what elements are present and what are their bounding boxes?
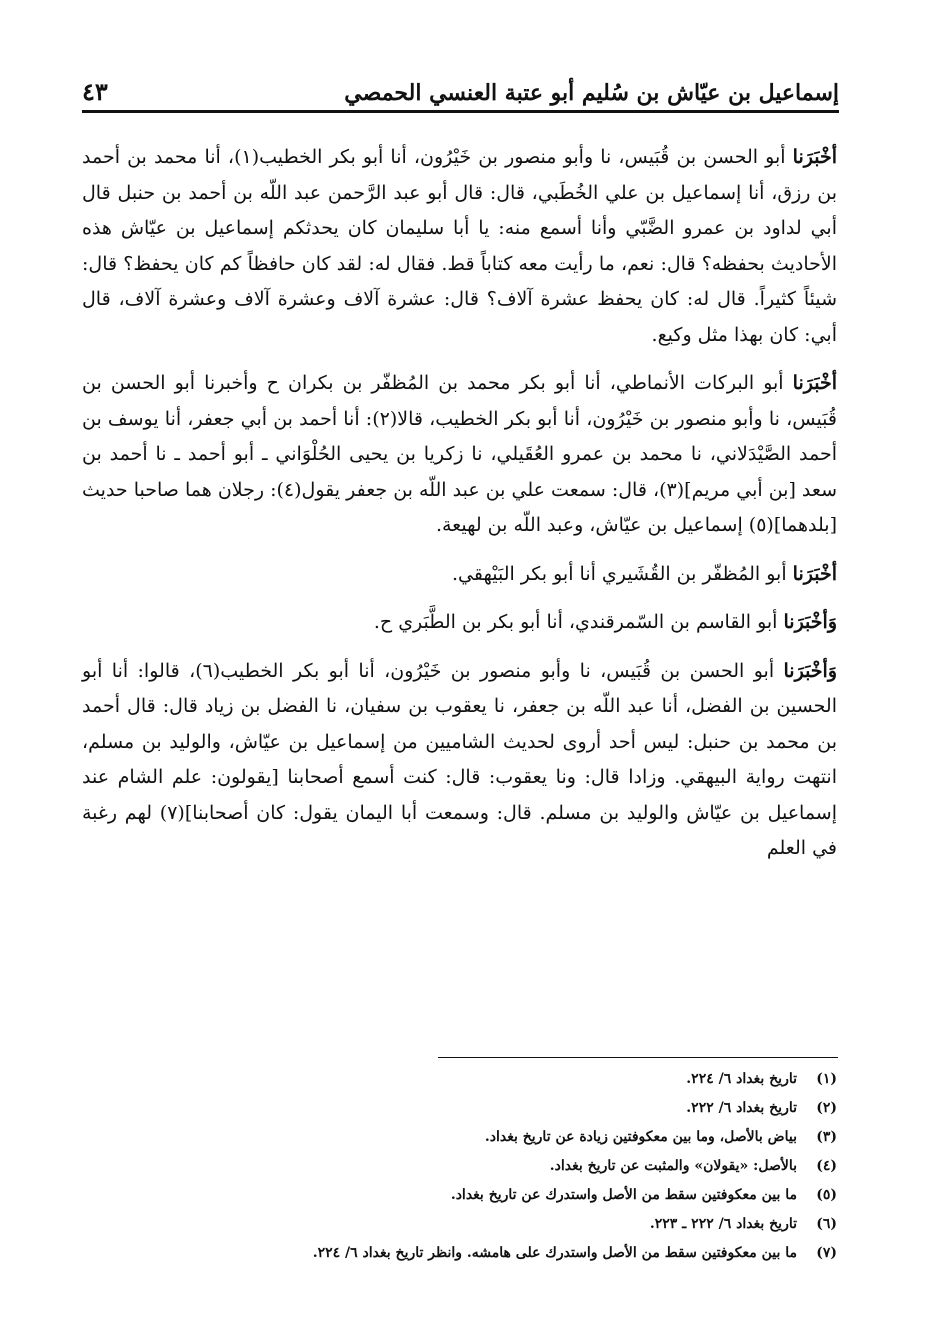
footnote-text: ما بين معكوفتين سقط من الأصل واستدرك على هامشه. وانظر تاريخ بغداد ٦/ ٢٢٤.	[312, 1245, 797, 1261]
footnote	[120, 1239, 837, 1268]
page-number: ٤٣	[82, 77, 108, 106]
footnote	[120, 1123, 837, 1152]
paragraph-text: أبو المُظفّر بن القُشَيري أنا أبو بكر البَيْهقي.	[451, 562, 793, 585]
running-title: إسماعيل بن عيّاش بن سُليم أبو عتبة العنسي الحمصي	[344, 80, 839, 106]
main-text	[82, 140, 837, 880]
paragraph-lead: أخْبَرَنا	[792, 146, 837, 168]
paragraph-lead: أخْبَرَنا	[792, 562, 837, 585]
footnotes	[120, 1065, 837, 1268]
footnote-number: (٤)	[816, 1158, 837, 1174]
paragraph	[82, 557, 837, 593]
footnote-number: (٦)	[816, 1216, 837, 1232]
paragraph	[82, 140, 837, 353]
footnote-number: (٢)	[816, 1100, 837, 1116]
paragraph-lead: وَأخْبَرَنا	[783, 611, 837, 633]
footnote	[120, 1065, 837, 1094]
footnote-text: تاريخ بغداد ٦/ ٢٢٢ ـ ٢٢٣.	[649, 1216, 797, 1232]
footnote-text: بالأصل: «يقولان» والمثبت عن تاريخ بغداد.	[549, 1158, 797, 1174]
footnote-number: (١)	[816, 1071, 837, 1087]
footnote-number: (٧)	[816, 1245, 837, 1261]
footnote-text: تاريخ بغداد ٦/ ٢٢٤.	[686, 1071, 797, 1087]
page-header	[82, 62, 839, 113]
paragraph	[82, 605, 837, 641]
paragraph	[82, 366, 837, 544]
footnote-text: بياض بالأصل، وما بين معكوفتين زيادة عن تاريخ بغداد.	[484, 1129, 797, 1145]
footnote	[120, 1181, 837, 1210]
paragraph-text: أبو البركات الأنماطي، أنا أبو بكر محمد بن المُظفّر بن بكران ح وأخبرنا أبو الحسن بن قُبَيس، نا وأبو منصور بن خَيْرُون، أنا أبو بكر الخطيب، قالا(٢): أنا أحمد بن أبي جعفر، أنا يوسف بن أحمد الصَّيْدَلاني، نا محمد بن عمرو العُقَيلي، نا زكريا بن يحيى الحُلْوَاني ـ أبو أحمد ـ نا أحمد بن سعد [بن أبي مريم](٣)، قال: سمعت علي بن عبد اللّه بن جعفر يقول(٤): رجلان هما صاحبا حديث [بلدهما](٥) إسماعيل بن عيّاش، وعبد اللّه بن لهيعة.	[82, 372, 837, 536]
footnote-number: (٣)	[816, 1129, 837, 1145]
paragraph-lead: أخْبَرَنا	[792, 372, 837, 394]
footnote	[120, 1094, 837, 1123]
footnote-number: (٥)	[816, 1187, 837, 1203]
footnote-divider	[438, 1057, 838, 1058]
footnote	[120, 1210, 837, 1239]
paragraph-lead: وَأخْبَرَنا	[783, 659, 838, 682]
paragraph-text: أبو الحسن بن قُبَيس، نا وأبو منصور بن خَيْرُون، أنا أبو بكر الخطيب(١)، أنا محمد بن أحمد بن رزق، أنا إسماعيل بن علي الخُطَبي، قال: قال أبو عبد الرَّحمن عبد اللّه بن أحمد بن حنبل قال أبي لداود بن عمرو الضَّبّي وأنا أسمع منه: يا أبا سليمان كان يحدثكم إسماعيل بن عيّاش هذه الأحاديث بحفظه؟ قال: نعم، ما رأيت معه كتاباً قط. فقال له: لقد كان حافظاً كم كان يحفظ؟ قال: شيئاً كثيراً. قال له: كان يحفظ عشرة آلاف؟ قال: عشرة آلاف وعشرة آلاف وعشرة آلاف، قال أبي: كان بهذا مثل وكيع.	[82, 146, 837, 346]
footnote-text: تاريخ بغداد ٦/ ٢٢٢.	[686, 1100, 797, 1116]
paragraph-text: أبو القاسم بن السّمرقندي، أنا أبو بكر بن الطَّبَري ح.	[373, 611, 784, 633]
paragraph-text: أبو الحسن بن قُبَيس، نا وأبو منصور بن خَيْرُون، أنا أبو بكر الخطيب(٦)، قالوا: أنا أبو الحسين بن الفضل، أنا عبد اللّه بن جعفر، نا يعقوب بن سفيان، نا الفضل بن زياد قال: قال أحمد بن محمد بن حنبل: ليس أحد أروى لحديث الشاميين من إسماعيل بن عيّاش، والوليد بن مسلم، انتهت رواية البيهقي. وزادا قال: ونا يعقوب: قال: كنت أسمع أصحابنا [يقولون: علم الشام عند إسماعيل بن عيّاش والوليد بن مسلم. قال: وسمعت أبا اليمان يقول: كان أصحابنا](٧) لهم رغبة في العلم	[82, 659, 837, 859]
footnote	[120, 1152, 837, 1181]
paragraph	[82, 654, 837, 867]
footnote-text: ما بين معكوفتين سقط من الأصل واستدرك عن تاريخ بغداد.	[450, 1187, 797, 1203]
